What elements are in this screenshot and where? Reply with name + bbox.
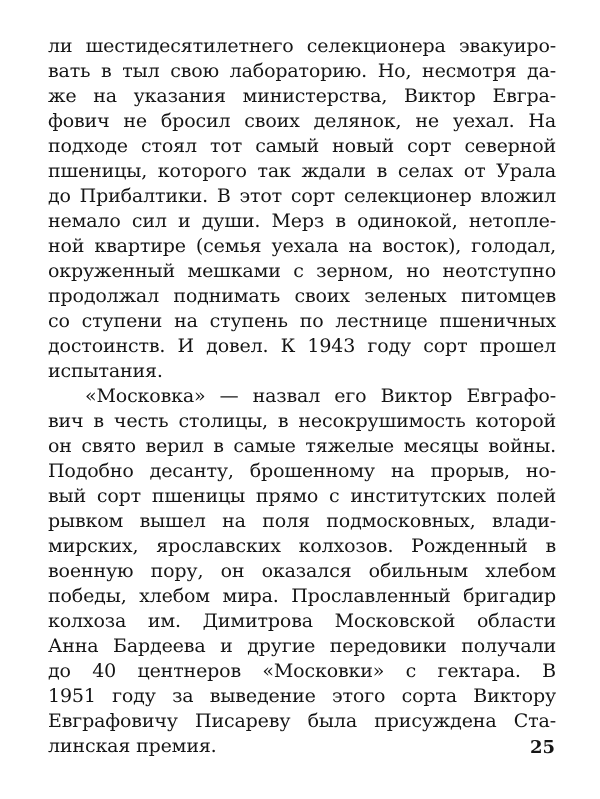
text-line: немало сил и души. Мерз в одинокой, нетопле- [48,210,556,232]
text-line: мирских, ярославских колхозов. Рожденный в [48,535,556,557]
page-text [48,34,556,774]
text-line: вич в честь столицы, в несокрушимость которой [48,410,556,432]
text-line: военную пору, он оказался обильным хлебом [48,560,556,582]
text-line: до 40 центнеров «Московки» с гектара. В [48,660,556,682]
text-line: колхоза им. Димитрова Московской области [48,610,556,632]
text-line: окруженный мешками с зерном, но неотступно [48,260,556,282]
text-line: Анна Бардеева и другие передовики получали [48,635,556,657]
text-line: ной квартире (семья уехала на восток), голодал, [48,235,556,257]
text-line: линская премия. [48,735,217,757]
text-line: 1951 году за выведение этого сорта Виктору [48,685,556,707]
page-number: 25 [529,737,555,758]
text-line: испытания. [48,360,163,382]
text-line: пшеницы, которого так ждали в селах от Урала [48,160,556,182]
text-line: он свято верил в самые тяжелые месяцы войны. [48,435,556,457]
text-line: вый сорт пшеницы прямо с институтских полей [48,485,556,507]
text-line: рывком вышел на поля подмосковных, влади- [48,510,556,532]
text-line: фович не бросил своих делянок, не уехал. На [48,110,556,132]
text-line: до Прибалтики. В этот сорт селекционер вложил [48,185,556,207]
text-line: Евграфовичу Писареву была присуждена Ста- [48,710,556,732]
text-line: Подобно десанту, брошенному на прорыв, но- [48,460,556,482]
text-line: достоинств. И довел. К 1943 году сорт прошел [48,335,556,357]
text-line: ли шестидесятилетнего селекционера эвакуиро- [48,35,556,57]
text-line: победы, хлебом мира. Прославленный бригадир [48,585,556,607]
text-line: продолжал поднимать своих зеленых питомцев [48,285,556,307]
text-line: подходе стоял тот самый новый сорт северной [48,135,556,157]
text-line: же на указания министерства, Виктор Евгра- [48,85,556,107]
text-line: со ступени на ступень по лестнице пшеничных [48,310,556,332]
text-line: «Московка» — назвал его Виктор Евграфо- [85,385,556,407]
text-line: вать в тыл свою лабораторию. Но, несмотря да- [48,60,556,82]
